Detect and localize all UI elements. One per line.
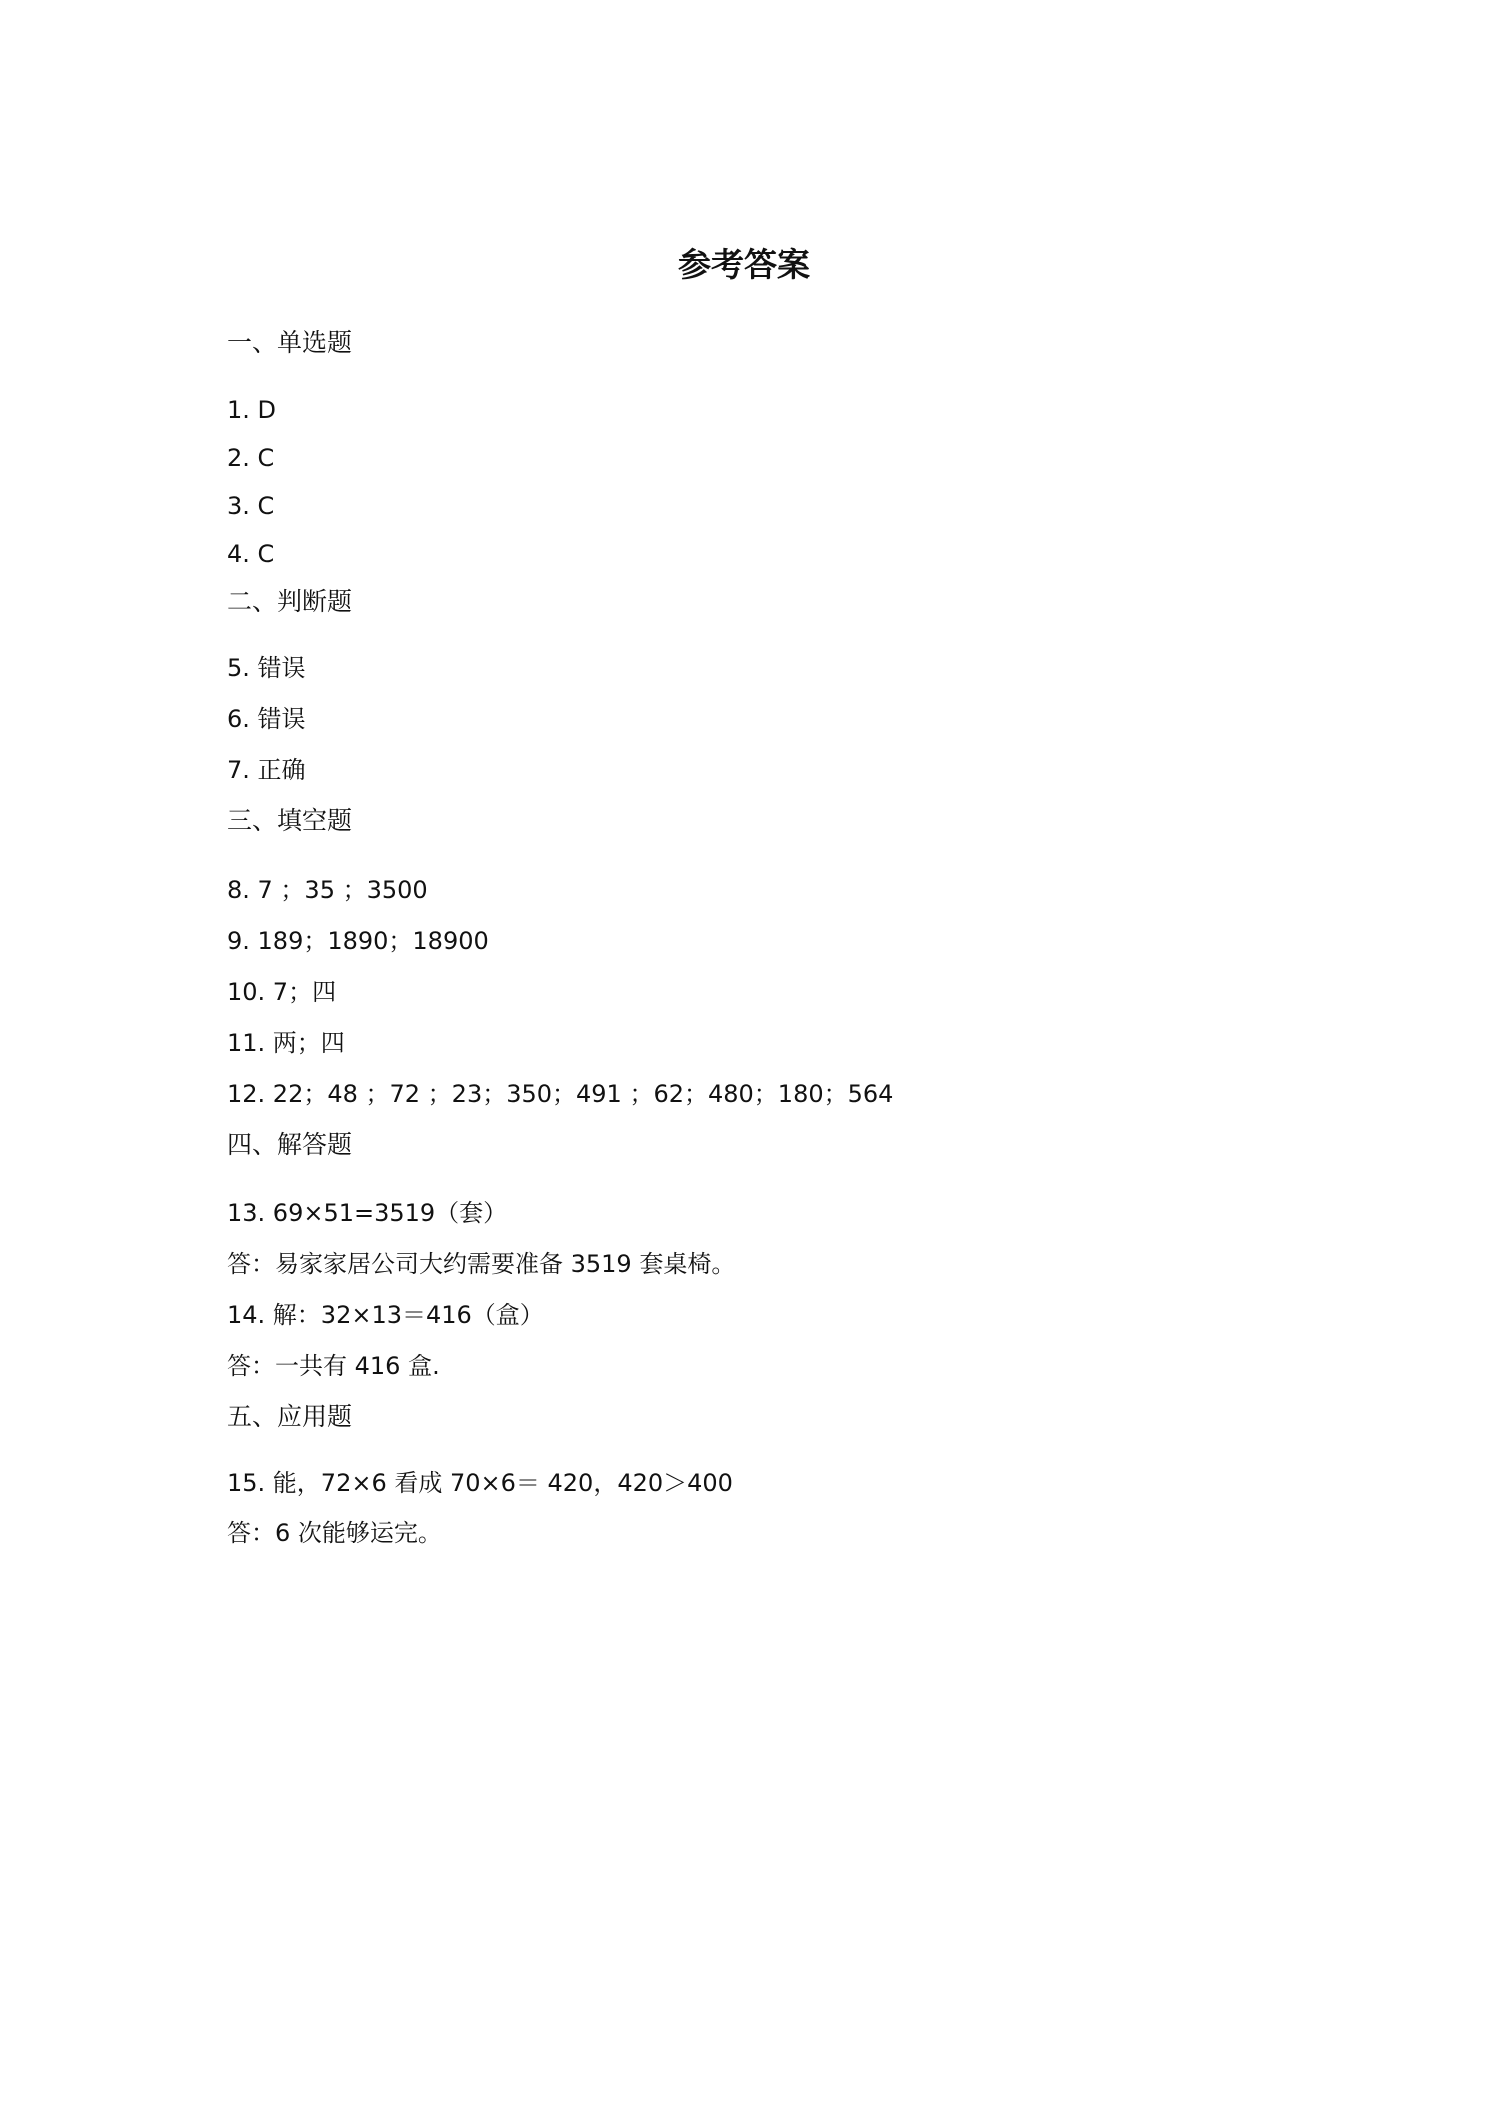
answer-line: 13. 69×51=3519（套） <box>227 1199 508 1227</box>
answer-line: 12. 22；48 ；72 ；23；350；491 ；62；480；180；564 <box>227 1080 894 1108</box>
answer-line: 11. 两；四 <box>227 1029 345 1057</box>
answer-line: 1. D <box>227 396 277 424</box>
answer-line: 7. 正确 <box>227 756 306 784</box>
answer-line: 5. 错误 <box>227 654 306 682</box>
answer-line: 2. C <box>227 444 275 472</box>
answer-line: 3. C <box>227 492 275 520</box>
section-heading-fill-blank: 三、填空题 <box>227 806 353 835</box>
answer-line: 6. 错误 <box>227 705 306 733</box>
answer-line: 答：6 次能够运完。 <box>227 1519 442 1547</box>
answer-line: 答：易家家居公司大约需要准备 3519 套桌椅。 <box>227 1250 736 1278</box>
answer-line: 4. C <box>227 540 275 568</box>
section-heading-true-false: 二、判断题 <box>227 587 353 616</box>
answer-line: 9. 189；1890；18900 <box>227 927 489 955</box>
answer-line: 14. 解：32×13＝416（盒） <box>227 1301 544 1329</box>
section-heading-problem-solving: 四、解答题 <box>227 1130 353 1159</box>
page-title: 参考答案 <box>678 245 810 284</box>
answer-line: 8. 7 ；35 ；3500 <box>227 876 428 904</box>
section-heading-application: 五、应用题 <box>227 1402 353 1431</box>
section-heading-single-choice: 一、单选题 <box>227 328 353 357</box>
answer-line: 10. 7；四 <box>227 978 337 1006</box>
answer-line: 15. 能，72×6 看成 70×6＝ 420，420＞400 <box>227 1469 733 1497</box>
answer-line: 答：一共有 416 盒. <box>227 1352 440 1380</box>
